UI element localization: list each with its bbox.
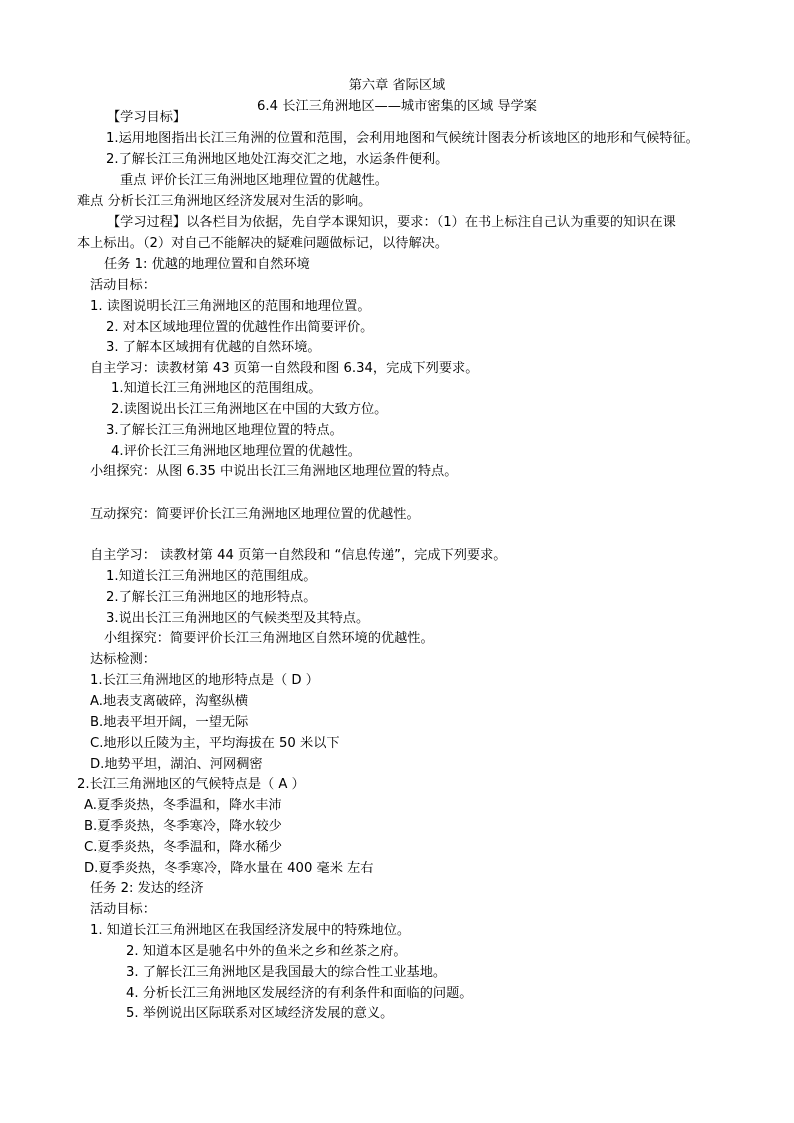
lesson-title: 6.4 长江三角洲地区——城市密集的区域 导学案: [257, 99, 537, 114]
text-line: 1. 知道长江三角洲地区在我国经济发展中的特殊地位。: [90, 923, 411, 938]
text-line: C.夏季炎热，冬季温和，降水稀少: [84, 840, 283, 855]
text-line: 3.说出长江三角洲地区的气候类型及其特点。: [106, 611, 370, 626]
text-line: 1.知道长江三角洲地区的范围组成。: [111, 381, 322, 396]
text-line: 3. 了解长江三角洲地区是我国最大的综合性工业基地。: [126, 965, 447, 980]
text-line: A.夏季炎热，冬季温和，降水丰沛: [84, 798, 282, 813]
text-line: C.地形以丘陵为主，平均海拔在 50 米以下: [90, 736, 340, 751]
text-line: 任务 1: 优越的地理位置和自然环境: [104, 257, 310, 272]
text-line: D.夏季炎热，冬季寒冷，降水量在 400 毫米 左右: [84, 861, 374, 876]
text-line: 活动目标：: [90, 902, 156, 917]
chapter-heading: 第六章 省际区域: [348, 78, 446, 93]
text-line: 5. 举例说出区际联系对区域经济发展的意义。: [126, 1006, 394, 1021]
text-line: 活动目标：: [90, 278, 156, 293]
text-line: 任务 2: 发达的经济: [90, 881, 204, 896]
text-line: 达标检测：: [90, 652, 156, 667]
text-line: 1.知道长江三角洲地区的范围组成。: [106, 569, 317, 584]
text-line: 2. 对本区域地理位置的优越性作出简要评价。: [106, 320, 374, 335]
text-line: 自主学习：读教材第 43 页第一自然段和图 6.34，完成下列要求。: [90, 361, 479, 376]
text-line: 3.了解长江三角洲地区地理位置的特点。: [106, 423, 343, 438]
text-line: D.地势平坦，湖泊、河网稠密: [90, 757, 263, 772]
text-line: 3. 了解本区域拥有优越的自然环境。: [106, 340, 321, 355]
text-line: A.地表支离破碎，沟壑纵横: [90, 694, 249, 709]
text-line: 2.长江三角洲地区的气候特点是（ A ）: [77, 777, 305, 792]
text-line: 1.运用地图指出长江三角洲的位置和范围，会利用地图和气候统计图表分析该地区的地形和气候特征。: [106, 131, 699, 146]
text-line: 2.了解长江三角洲地区的地形特点。: [106, 590, 317, 605]
text-line: 2.读图说出长江三角洲地区在中国的大致方位。: [111, 402, 388, 417]
text-line: 小组探究：从图 6.35 中说出长江三角洲地区地理位置的特点。: [90, 464, 458, 479]
text-line: 自主学习： 读教材第 44 页第一自然段和 “信息传递”，完成下列要求。: [90, 548, 507, 563]
text-line: B.夏季炎热，冬季寒冷，降水较少: [84, 819, 282, 834]
text-line: 4.评价长江三角洲地区地理位置的优越性。: [111, 444, 361, 459]
text-line: 互动探究：简要评价长江三角洲地区地理位置的优越性。: [90, 507, 420, 522]
text-line: B.地表平坦开阔，一望无际: [90, 715, 249, 730]
text-line: 本上标出。（2）对自己不能解决的疑难问题做标记，以待解决。: [77, 236, 449, 251]
text-line: 2.了解长江三角洲地区地处江海交汇之地，水运条件便利。: [106, 152, 449, 167]
text-line: 重点 评价长江三角洲地区地理位置的优越性。: [120, 173, 388, 188]
text-line: 难点 分析长江三角洲地区经济发展对生活的影响。: [77, 194, 372, 209]
text-line: 【学习过程】以各栏目为依据，先自学本课知识，要求：（1）在书上标注自己认为重要的知识在课: [107, 215, 676, 230]
text-line: 2. 知道本区是驰名中外的鱼米之乡和丝茶之府。: [126, 944, 407, 959]
text-line: 小组探究：简要评价长江三角洲地区自然环境的优越性。: [104, 631, 434, 646]
text-line: 1.长江三角洲地区的地形特点是（ D ）: [90, 673, 319, 688]
text-line: 1. 读图说明长江三角洲地区的范围和地理位置。: [90, 299, 371, 314]
text-line: 4. 分析长江三角洲地区发展经济的有利条件和面临的问题。: [126, 986, 473, 1001]
text-line: 【学习目标】: [107, 110, 187, 125]
